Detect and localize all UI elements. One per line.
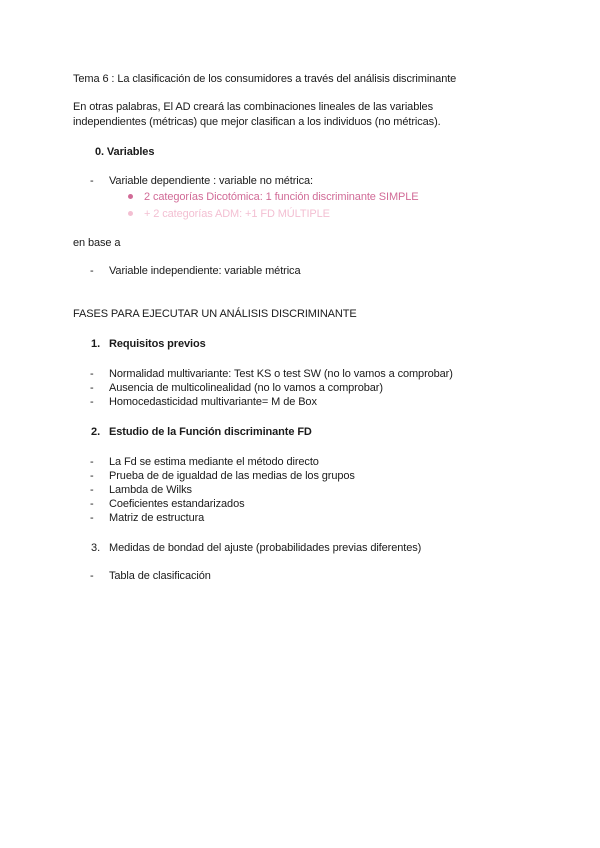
intro-line-2: independientes (métricas) que mejor clasifican a los individuos (no métricas). xyxy=(73,116,441,128)
independent-variable-text: Variable independiente: variable métrica xyxy=(109,265,301,277)
bullet-dash: - xyxy=(90,570,94,582)
bullet-dash: - xyxy=(90,484,94,496)
sub-bullet-simple-text: 2 categorías Dicotómica: 1 función discriminante SIMPLE xyxy=(144,191,419,203)
variables-heading: 0. Variables xyxy=(95,146,155,158)
list-item: Ausencia de multicolinealidad (no lo vamos a comprobar) xyxy=(109,382,383,394)
bullet-dot-icon xyxy=(128,211,133,216)
sub-bullet-simple xyxy=(128,190,419,204)
section-3-heading: Medidas de bondad del ajuste (probabilidades previas diferentes) xyxy=(109,542,422,554)
bullet-dash: - xyxy=(90,456,94,468)
list-item: Coeficientes estandarizados xyxy=(109,498,245,510)
section-1-number: 1. xyxy=(91,338,101,350)
list-item: Homocedasticidad multivariante= M de Box xyxy=(109,396,317,408)
page-title: Tema 6 : La clasificación de los consumidores a través del análisis discriminante xyxy=(73,73,457,85)
section-2-heading: Estudio de la Función discriminante FD xyxy=(109,426,312,438)
dependent-variable-text: Variable dependiente : variable no métrica: xyxy=(109,175,314,187)
list-item: Normalidad multivariante: Test KS o test SW (no lo vamos a comprobar) xyxy=(109,368,453,380)
list-item: Lambda de Wilks xyxy=(109,484,192,496)
section-1-heading: Requisitos previos xyxy=(109,338,206,350)
intro-line-1: En otras palabras, El AD creará las combinaciones lineales de las variables xyxy=(73,101,433,113)
bullet-dash: - xyxy=(90,396,94,408)
bullet-dash: - xyxy=(90,175,94,187)
sub-bullet-multiple xyxy=(128,207,330,221)
bullet-dash: - xyxy=(90,470,94,482)
bullet-dash: - xyxy=(90,498,94,510)
bullet-dash: - xyxy=(90,265,94,277)
bullet-dash: - xyxy=(90,512,94,524)
section-2-number: 2. xyxy=(91,426,101,438)
bullet-dot-icon xyxy=(128,194,133,199)
list-item: Matriz de estructura xyxy=(109,512,205,524)
phases-title: FASES PARA EJECUTAR UN ANÁLISIS DISCRIMINANTE xyxy=(73,308,357,320)
bullet-dash: - xyxy=(90,382,94,394)
list-item: La Fd se estima mediante el método directo xyxy=(109,456,319,468)
section-3-number: 3. xyxy=(91,542,101,554)
sub-bullet-multiple-text: + 2 categorías ADM: +1 FD MÚLTIPLE xyxy=(144,208,330,220)
list-item: Prueba de de igualdad de las medias de los grupos xyxy=(109,470,355,482)
list-item: Tabla de clasificación xyxy=(109,570,211,582)
bullet-dash: - xyxy=(90,368,94,380)
connector-text: en base a xyxy=(73,237,121,249)
